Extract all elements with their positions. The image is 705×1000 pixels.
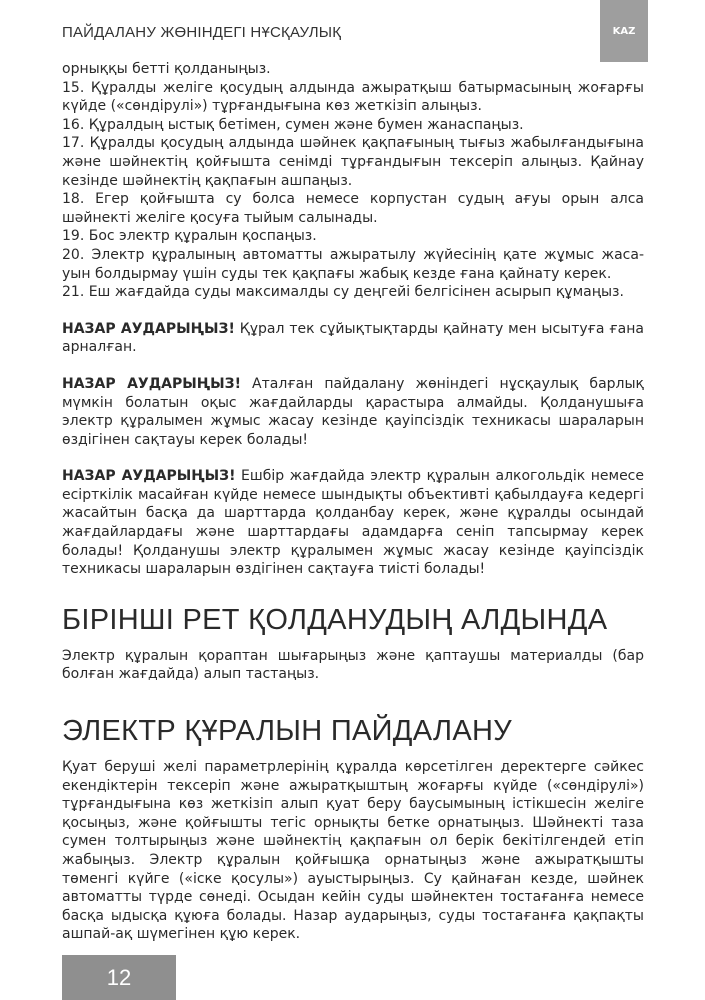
warning-label: НАЗАР АУДАРЫҢЫЗ! (62, 468, 236, 485)
list-item: 15. Құралды желіге қосудың алдында ажыратқыш батырмасының жоғарғы күйде («сөндірулі») тұрғандығына көз жеткізіп алыңыз. (62, 79, 644, 115)
warning-paragraph (62, 320, 644, 357)
section-heading: ЭЛЕКТР ҚҰРАЛЫН ПАЙДАЛАНУ (62, 715, 512, 748)
language-badge: KAZ (600, 0, 648, 62)
list-item: орныққы бетті қолданыңыз. (62, 61, 271, 77)
page-content (62, 60, 644, 944)
list-item: 17. Құралды қосудың алдында шәйнек қақпағының тығыз жабылғандығына және шәйнектің қойғышта сенімді тұрғандығын тексеріп алыңыз. Қайнау кезінде шәйнектің қақпағын ашпаңыз. (62, 135, 644, 189)
section-body: Қуат беруші желі параметрлерінің құралда көрсетілген деректерге сәйкес екендіктерін тексеріп және ажыратқыштың жоғарғы күйде («сөндірулі») тұрғандығына көз жеткізіп алып қуат беру баусымының істікшесін желіге қосыңыз, және қойғышты тегіс орнықты бетке орнатыңыз. Шәйнекті таза сумен толтырыңыз және шәйнектің қақпағын ол берік бекітілгендей етіп жабыңыз. Электр құралын қойғышқа орнатыңыз және ажыратқышты төменгі күйге («іске қосулы») ауыстырыңыз. Су қайнаған кезде, шәйнек автоматты түрде сөнеді. Осыдан кейін суды шәйнектен тостағанға немесе басқа ыдысқа құюға болады. Назар аударыңыз, суды тостағанға қақпақты ашпай-ақ шүмегінен құю керек. (62, 759, 644, 943)
safety-list (62, 60, 644, 302)
warning-text: Құрал тек сұйықтықтарды қайнату мен ысытуға ғана арналған. (62, 320, 644, 356)
warning-label: НАЗАР АУДАРЫҢЫЗ! (62, 375, 241, 392)
warning-text: Аталған пайдалану жөніндегі нұсқаулық барлық мүмкін болатын оқыс жағдайларды қарастыра алмайды. Қолданушыға электр құралымен жұмыс жасау кезінде қауіпсіздік техникасы шараларын өздігінен сақтауы керек болады! (62, 375, 644, 448)
list-item: 16. Құралдың ыстық бетімен, сумен және бумен жанаспаңыз. (62, 116, 524, 133)
section-heading: БІРІНШІ РЕТ ҚОЛДАНУДЫҢ АЛДЫНДА (62, 603, 608, 636)
list-item: 21. Еш жағдайда суды максималды су деңгейі белгісінен асырып құмаңыз. (62, 284, 624, 301)
warning-text: Ешбір жағдайда электр құралын алкогольдік немесе есірткілік масайған күйде немесе шындықты объективті қабылдауға кедергі жасайтын басқа да шарттарда қолданбау керек, және құралды осындай жағдайлардағы және шарттардағы адамдарға сеніп тапсырмау керек болады! Қолданушы электр құралымен жұмыс жасау кезінде қауіпсіздік техникасы шараларын өздігінен сақтауға тиісті болады! (62, 468, 644, 578)
list-item: 18. Егер қойғышта су болса немесе корпустан судың ағуы орын алса шәйнекті желіге қосуға тыйым салынады. (62, 191, 644, 226)
warning-label: НАЗАР АУДАРЫҢЫЗ! (62, 320, 235, 337)
warning-paragraph (62, 375, 644, 449)
page-number: 12 (62, 955, 176, 1000)
warning-paragraph (62, 467, 644, 579)
running-header: ПАЙДАЛАНУ ЖӨНІНДЕГІ НҰСҚАУЛЫҚ (62, 24, 342, 41)
section-body: Электр құралын қораптан шығарыңыз және қаптаушы материалды (бар болған жағдайда) алып тастаңыз. (62, 647, 644, 683)
list-item: 20. Электр құралының автоматты ажыратылу жүйесінің қате жұмыс жасауын болдырмау үшін суды тек қақпағы жабық кезде ғана қайнату керек. (62, 246, 644, 282)
list-item: 19. Бос электр құралын қоспаңыз. (62, 228, 317, 245)
